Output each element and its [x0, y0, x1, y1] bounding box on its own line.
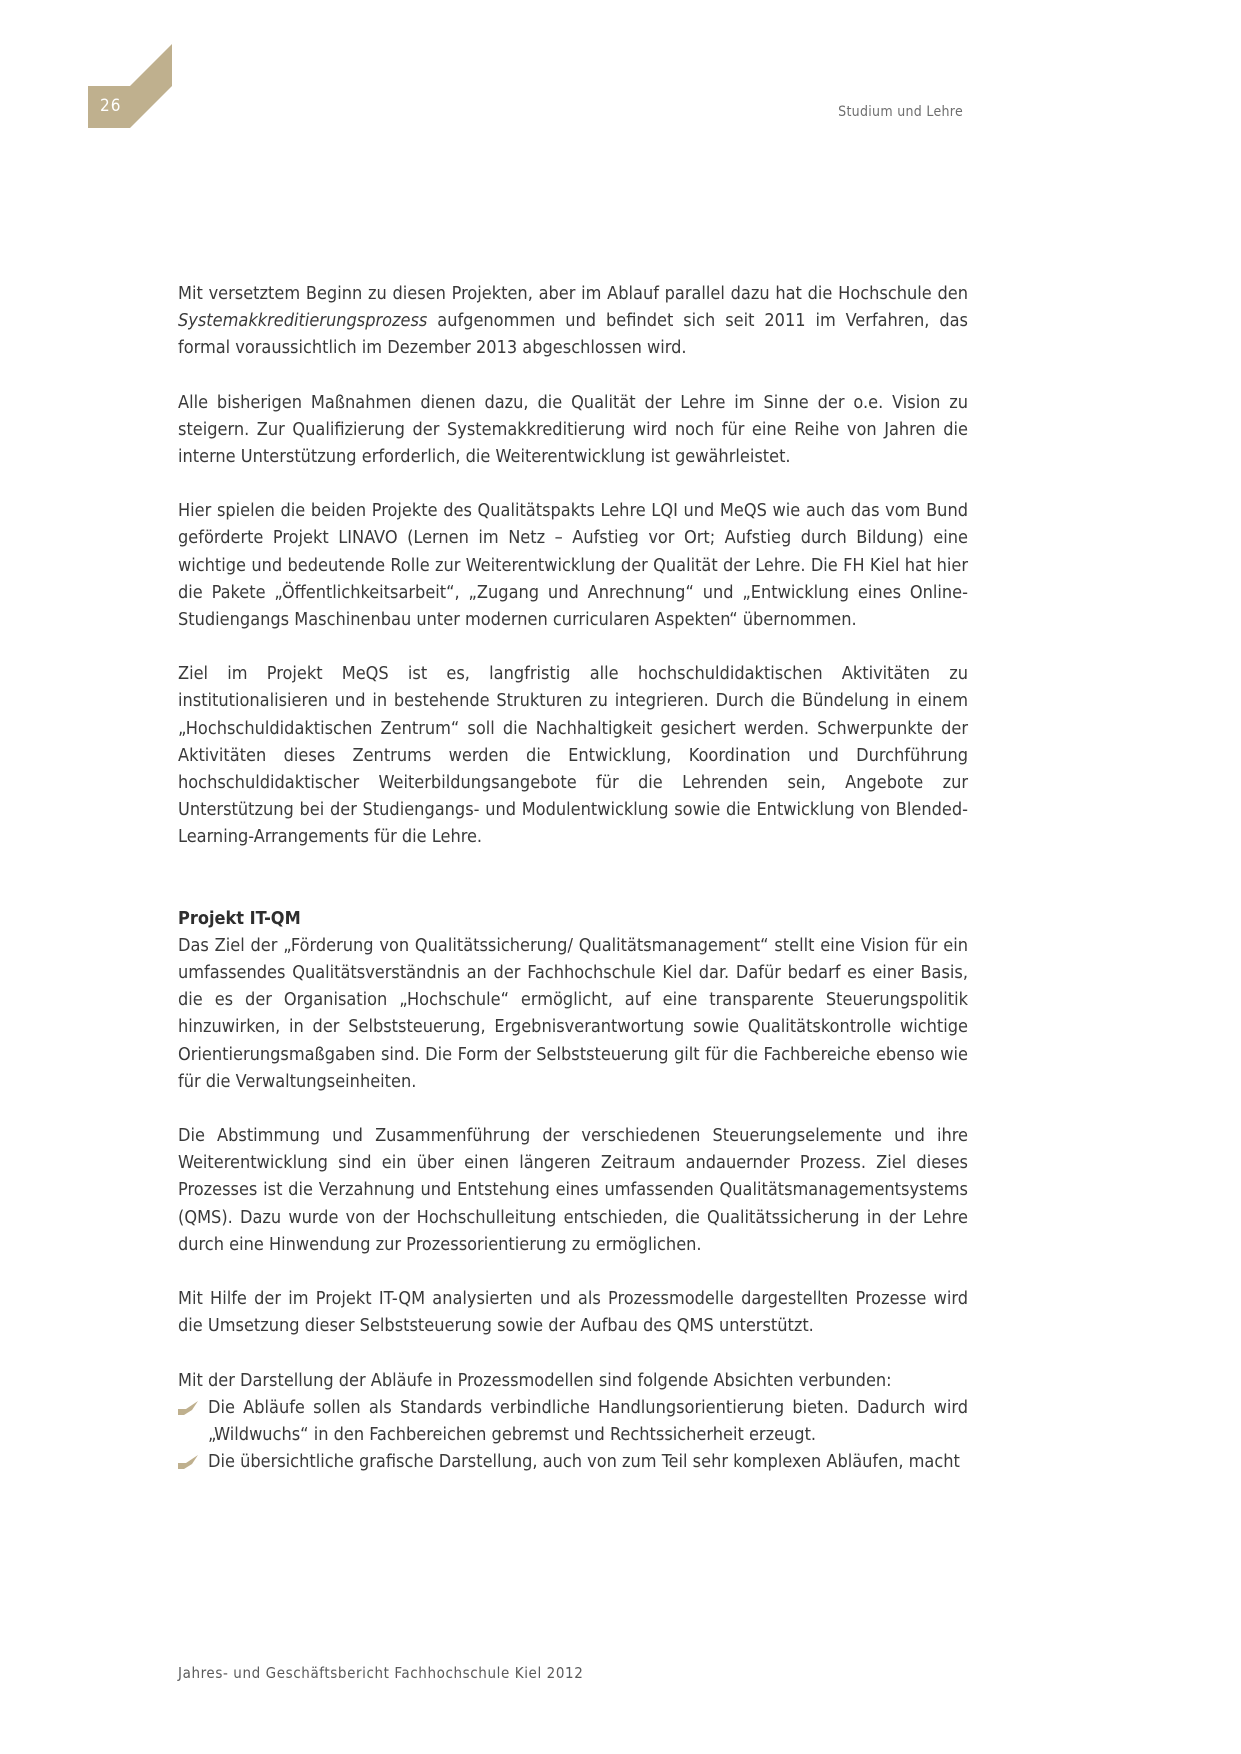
- page-number: 26: [100, 96, 122, 116]
- paragraph-1-part-1: Mit versetztem Beginn zu diesen Projekten, aber im Ablauf parallel dazu hat die Hochschule den: [178, 283, 968, 304]
- paragraph-8: Mit der Darstellung der Abläufe in Prozessmodellen sind folgende Absichten verbunden:: [178, 1369, 892, 1391]
- list-item: [178, 1394, 968, 1448]
- paragraph-1: [178, 280, 968, 362]
- paragraph-6: Die Abstimmung und Zusammenführung der verschiedenen Steuerungselemente und ihre Weiterentwicklung sind ein über einen längeren Zeitraum andauernder Prozess. Ziel dieses Prozesses ist die Verzahnung und Entstehung eines umfassenden Qualitätsmanagementsystems (QMS). Dazu wurde von der Hochschulleitung entschieden, die Qualitätssicherung in der Lehre durch eine Hinwendung zur Prozessorientierung zu ermöglichen.: [178, 1125, 968, 1255]
- paragraph-5: Das Ziel der „Förderung von Qualitätssicherung/ Qualitätsmanagement“ stellt eine Vision für ein umfassendes Qualitätsverständnis an der Fachhochschule Kiel dar. Dafür bedarf es einer Basis, die es der Organisation „Hochschule“ ermöglicht, auf eine transparente Steuerungspolitik hinzuwirken, in der Selbststeuerung, Ergebnisverantwortung sowie Qualitätskontrolle wichtige Orientierungsmaßgaben sind. Die Form der Selbststeuerung gilt für die Fachbereiche ebenso wie für die Verwaltungseinheiten.: [178, 934, 968, 1092]
- main-content: [178, 280, 968, 1475]
- paragraph-4: Ziel im Projekt MeQS ist es, langfristig alle hochschuldidaktischen Aktivitäten zu institutionalisieren und in bestehende Strukturen zu integrieren. Durch die Bündelung in einem „Hochschuldidaktischen Zentrum“ soll die Nachhaltigkeit gesichert werden. Schwerpunkte der Aktivitäten dieses Zentrums werden die Entwicklung, Koordination und Durchführung hochschuldidaktischer Weiterbildungsangebote für die Lehrenden sein, Angebote zur Unterstützung bei der Studiengangs- und Modulentwicklung sowie die Entwicklung von Blended-Learning-Arrangements für die Lehre.: [178, 663, 968, 848]
- paragraph-7: Mit Hilfe der im Projekt IT-QM analysierten und als Prozessmodelle dargestellten Prozesse wird die Umsetzung dieser Selbststeuerung sowie der Aufbau des QMS unterstützt.: [178, 1288, 968, 1337]
- footer-text: Jahres- und Geschäftsbericht Fachhochschule Kiel 2012: [178, 1664, 584, 1682]
- bullet-arrow-icon: [178, 1455, 198, 1469]
- list-item-text: Die übersichtliche grafische Darstellung, auch von zum Teil sehr komplexen Abläufen, macht: [208, 1451, 960, 1473]
- bullet-list: [178, 1394, 968, 1476]
- emphasized-term: Systemakkreditierungsprozess: [178, 310, 428, 332]
- paragraph-3: Hier spielen die beiden Projekte des Qualitätspakts Lehre LQI und MeQS wie auch das vom Bund geförderte Projekt LINAVO (Lernen im Netz – Aufstieg vor Ort; Aufstieg durch Bildung) eine wichtige und bedeutende Rolle zur Weiterentwicklung der Qualität der Lehre. Die FH Kiel hat hier die Pakete „Öffentlichkeitsarbeit“, „Zugang und Anrechnung“ und „Entwicklung eines Online-Studiengangs Maschinenbau unter modernen curricularen Aspekten“ übernommen.: [178, 500, 968, 631]
- bullet-arrow-icon: [178, 1401, 198, 1415]
- subheading-it-qm: Projekt IT-QM: [178, 907, 301, 929]
- list-item: [178, 1448, 968, 1475]
- section-title: Studium und Lehre: [838, 104, 963, 120]
- paragraph-1-part-2: aufgenommen und befindet sich seit 2011 im Verfahren, das formal voraussichtlich im Dezember 2013 abgeschlossen wird.: [178, 310, 968, 359]
- paragraph-2: Alle bisherigen Maßnahmen dienen dazu, die Qualität der Lehre im Sinne der o.e. Vision zu steigern. Zur Qualifizierung der Systemakkreditierung wird noch für eine Reihe von Jahren die interne Unterstützung erforderlich, die Weiterentwicklung ist gewährleistet.: [178, 391, 968, 468]
- list-item-text: Die Abläufe sollen als Standards verbindliche Handlungsorientierung bieten. Dadurch wird „Wildwuchs“ in den Fachbereichen gebremst und Rechtssicherheit erzeugt.: [208, 1396, 968, 1445]
